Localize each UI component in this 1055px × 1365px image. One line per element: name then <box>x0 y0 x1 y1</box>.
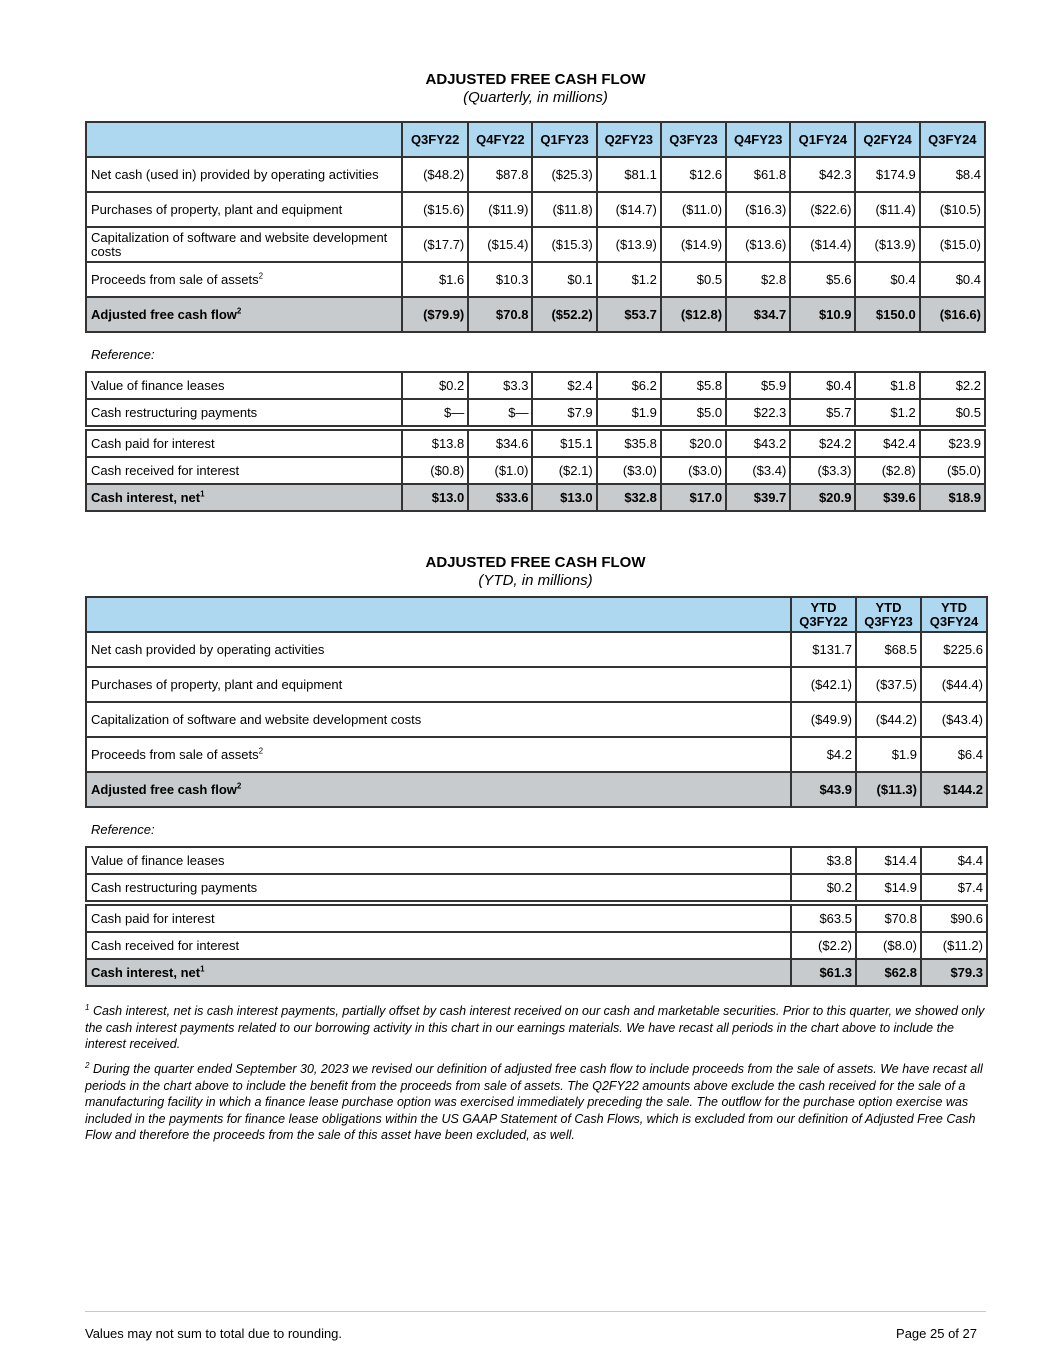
row-label-text: Cash paid for interest <box>91 911 215 926</box>
value-cell: ($11.0) <box>661 192 726 227</box>
value-cell: ($49.9) <box>791 702 856 737</box>
value-cell: $15.1 <box>532 430 596 457</box>
value-cell: $22.3 <box>726 399 790 426</box>
footer-divider <box>85 1311 986 1312</box>
quarterly-reference-label: Reference: <box>91 347 155 362</box>
table-row <box>86 227 985 262</box>
table-row <box>86 737 987 772</box>
value-cell: $131.7 <box>791 632 856 667</box>
footer-rounding-note: Values may not sum to total due to rounding. <box>85 1326 343 1341</box>
value-cell: $14.9 <box>856 874 921 901</box>
value-cell: ($43.4) <box>921 702 987 737</box>
value-cell: $17.0 <box>661 484 726 511</box>
footnote-1 <box>85 1003 990 1053</box>
row-label-text: Cash restructuring payments <box>91 880 258 895</box>
value-cell: ($37.5) <box>856 667 921 702</box>
value-cell: $3.3 <box>468 372 532 399</box>
column-header <box>856 597 921 632</box>
column-header: Q3FY23 <box>661 122 726 157</box>
ytd-reference-label: Reference: <box>91 822 155 837</box>
ytd-title-block <box>0 554 1055 590</box>
value-cell: $43.2 <box>726 430 790 457</box>
page-number: Page 25 of 27 <box>896 1326 977 1341</box>
value-cell: $144.2 <box>921 772 987 807</box>
value-cell: $13.0 <box>532 484 596 511</box>
value-cell: ($0.8) <box>402 457 468 484</box>
value-cell: ($14.9) <box>661 227 726 262</box>
row-label <box>86 905 791 932</box>
table-row <box>86 372 985 399</box>
table-row <box>86 905 987 932</box>
value-cell: ($42.1) <box>791 667 856 702</box>
column-header-line: Q3FY22 <box>799 613 848 629</box>
table-row <box>86 157 985 192</box>
row-label-text: Cash received for interest <box>91 463 240 478</box>
value-cell: $5.7 <box>790 399 855 426</box>
value-cell: ($3.0) <box>597 457 661 484</box>
value-cell: $8.4 <box>920 157 985 192</box>
value-cell: $33.6 <box>468 484 532 511</box>
value-cell: $0.1 <box>532 262 596 297</box>
row-label <box>86 484 402 511</box>
value-cell: $— <box>402 399 468 426</box>
value-cell: ($15.6) <box>402 192 468 227</box>
value-cell: ($3.3) <box>790 457 855 484</box>
value-cell: ($2.8) <box>855 457 919 484</box>
value-cell: $0.2 <box>791 874 856 901</box>
row-label <box>86 737 791 772</box>
quarterly-subtitle: (Quarterly, in millions) <box>463 89 608 106</box>
value-cell: $61.3 <box>791 959 856 986</box>
ytd-reference-table <box>85 846 988 987</box>
row-label <box>86 847 791 874</box>
column-header: Q2FY24 <box>855 122 919 157</box>
row-label-text: Purchases of property, plant and equipment <box>91 677 343 692</box>
ytd-title: ADJUSTED FREE CASH FLOW <box>425 554 646 571</box>
value-cell: $0.4 <box>790 372 855 399</box>
value-cell: $5.8 <box>661 372 726 399</box>
value-cell: $0.5 <box>661 262 726 297</box>
column-header-line: Q3FY23 <box>864 613 913 629</box>
value-cell: ($2.1) <box>532 457 596 484</box>
value-cell: $63.5 <box>791 905 856 932</box>
value-cell: ($13.9) <box>597 227 661 262</box>
footnote-marker: 2 <box>236 781 242 791</box>
value-cell: $225.6 <box>921 632 987 667</box>
ytd-cash-flow-table <box>85 596 988 808</box>
value-cell: $7.4 <box>921 874 987 901</box>
table-row <box>86 262 985 297</box>
footnote-marker: 1 <box>200 489 205 499</box>
quarterly-reference-table <box>85 371 986 512</box>
value-cell: $42.3 <box>790 157 855 192</box>
value-cell: $10.9 <box>790 297 855 332</box>
footnote-1-text: Cash interest, net is cash interest payments, partially offset by cash interest received on our cash and marketable securities. Prior to this quarter, we showed only the cash interest payments related to our borrowing activity in this chart in our earnings materials. We have recast all periods in the chart above to include the interest received. <box>85 1004 985 1051</box>
value-cell: $1.6 <box>402 262 468 297</box>
table-row <box>86 632 987 667</box>
row-label-text: Proceeds from sale of assets <box>91 747 259 762</box>
value-cell: $23.9 <box>920 430 985 457</box>
value-cell: $4.4 <box>921 847 987 874</box>
value-cell: $2.8 <box>726 262 790 297</box>
row-label <box>86 430 402 457</box>
value-cell: $1.2 <box>855 399 919 426</box>
value-cell: $— <box>468 399 532 426</box>
row-label <box>86 399 402 426</box>
value-cell: $39.6 <box>855 484 919 511</box>
value-cell: ($48.2) <box>402 157 468 192</box>
row-label <box>86 262 402 297</box>
footnote-2-marker: 2 <box>85 1060 90 1070</box>
value-cell: $10.3 <box>468 262 532 297</box>
value-cell: $35.8 <box>597 430 661 457</box>
value-cell: $20.0 <box>661 430 726 457</box>
row-label-text: Capitalization of software and website development costs <box>91 712 422 727</box>
ytd-subtitle: (YTD, in millions) <box>478 572 593 589</box>
table-row <box>86 667 987 702</box>
row-label-text: Purchases of property, plant and equipment <box>91 202 343 217</box>
footnote-2-text: During the quarter ended September 30, 2023 we revised our definition of adjusted free cash flow to include proceeds from the sale of assets. We have recast all periods in the chart above to include the benefit from the proceeds from sale of assets. The Q2FY22 amounts above exclude the cash received for the sale of a manufacturing facility in which a finance lease purchase option was exercised immediately preceding the sale. The outflow for the purchase option exercise was included in the payments for finance lease obligations within the US GAAP Statement of Cash Flows, which is excluded from our definition of Adjusted Free Cash Flow and therefore the proceeds from the sale of this asset have been excluded, as well. <box>85 1062 983 1142</box>
table-row <box>86 430 985 457</box>
value-cell: $12.6 <box>661 157 726 192</box>
value-cell: $5.6 <box>790 262 855 297</box>
row-label <box>86 959 791 986</box>
row-label-text: Cash paid for interest <box>91 436 215 451</box>
row-label-text: Capitalization of software and website development costs <box>91 229 388 259</box>
value-cell: ($16.3) <box>726 192 790 227</box>
value-cell: ($3.4) <box>726 457 790 484</box>
row-label-text: Cash interest, net <box>91 965 201 980</box>
table-row <box>86 847 987 874</box>
row-label <box>86 192 402 227</box>
value-cell: ($8.0) <box>856 932 921 959</box>
column-header-line: Q3FY24 <box>929 613 979 629</box>
value-cell: $1.8 <box>855 372 919 399</box>
value-cell: ($52.2) <box>532 297 596 332</box>
value-cell: ($16.6) <box>920 297 985 332</box>
value-cell: $70.8 <box>468 297 532 332</box>
row-label <box>86 667 791 702</box>
row-label-text: Net cash (used in) provided by operating activities <box>91 167 379 182</box>
value-cell: $32.8 <box>597 484 661 511</box>
value-cell: ($15.0) <box>920 227 985 262</box>
value-cell: $0.4 <box>855 262 919 297</box>
row-label <box>86 632 791 667</box>
footnote-1-marker: 1 <box>85 1002 90 1012</box>
column-header: Q2FY23 <box>597 122 661 157</box>
table-row <box>86 457 985 484</box>
value-cell: $70.8 <box>856 905 921 932</box>
value-cell: $13.8 <box>402 430 468 457</box>
value-cell: $13.0 <box>402 484 468 511</box>
value-cell: ($5.0) <box>920 457 985 484</box>
footnote-marker: 1 <box>200 964 205 974</box>
row-label <box>86 772 791 807</box>
value-cell: $6.4 <box>921 737 987 772</box>
value-cell: $18.9 <box>920 484 985 511</box>
table-row <box>86 702 987 737</box>
table-row <box>86 399 985 426</box>
table-row <box>86 192 985 227</box>
total-row <box>86 959 987 986</box>
quarterly-cash-flow-table <box>85 121 986 333</box>
value-cell: ($13.6) <box>726 227 790 262</box>
value-cell: ($14.7) <box>597 192 661 227</box>
value-cell: ($11.8) <box>532 192 596 227</box>
value-cell: $0.4 <box>920 262 985 297</box>
column-header <box>921 597 987 632</box>
header-blank <box>86 122 402 157</box>
total-row <box>86 297 985 332</box>
value-cell: $174.9 <box>855 157 919 192</box>
value-cell: ($13.9) <box>855 227 919 262</box>
footnote-marker: 2 <box>258 746 264 756</box>
value-cell: $6.2 <box>597 372 661 399</box>
value-cell: $1.2 <box>597 262 661 297</box>
header-blank <box>86 597 791 632</box>
total-row <box>86 484 985 511</box>
value-cell: $1.9 <box>856 737 921 772</box>
quarterly-title: ADJUSTED FREE CASH FLOW <box>425 71 646 88</box>
row-label-text: Cash received for interest <box>91 938 240 953</box>
total-row <box>86 772 987 807</box>
column-header: Q4FY23 <box>726 122 790 157</box>
value-cell: $14.4 <box>856 847 921 874</box>
column-header: Q3FY24 <box>920 122 985 157</box>
value-cell: $3.8 <box>791 847 856 874</box>
value-cell: $62.8 <box>856 959 921 986</box>
value-cell: $5.0 <box>661 399 726 426</box>
value-cell: ($11.4) <box>855 192 919 227</box>
value-cell: ($1.0) <box>468 457 532 484</box>
row-label <box>86 227 402 262</box>
row-label-text: Proceeds from sale of assets <box>91 272 259 287</box>
column-header-line: YTD <box>810 599 837 615</box>
row-label <box>86 874 791 901</box>
value-cell: $79.3 <box>921 959 987 986</box>
value-cell: $90.6 <box>921 905 987 932</box>
value-cell: ($15.3) <box>532 227 596 262</box>
column-header: Q3FY22 <box>402 122 468 157</box>
value-cell: $34.6 <box>468 430 532 457</box>
row-label-text: Value of finance leases <box>91 378 225 393</box>
column-header: Q1FY23 <box>532 122 596 157</box>
value-cell: $0.5 <box>920 399 985 426</box>
table-row <box>86 932 987 959</box>
column-header-line: YTD <box>941 599 967 615</box>
value-cell: ($79.9) <box>402 297 468 332</box>
value-cell: $61.8 <box>726 157 790 192</box>
value-cell: ($12.8) <box>661 297 726 332</box>
value-cell: ($2.2) <box>791 932 856 959</box>
value-cell: $39.7 <box>726 484 790 511</box>
value-cell: ($11.9) <box>468 192 532 227</box>
value-cell: ($44.4) <box>921 667 987 702</box>
table-row <box>86 874 987 901</box>
footnote-marker: 2 <box>258 271 264 281</box>
column-header: Q4FY22 <box>468 122 532 157</box>
row-label <box>86 932 791 959</box>
value-cell: $0.2 <box>402 372 468 399</box>
footnote-2 <box>85 1061 990 1144</box>
value-cell: $24.2 <box>790 430 855 457</box>
value-cell: $4.2 <box>791 737 856 772</box>
row-label-text: Adjusted free cash flow <box>91 307 237 322</box>
value-cell: ($25.3) <box>532 157 596 192</box>
column-header: Q1FY24 <box>790 122 855 157</box>
quarterly-title-block <box>0 71 1055 107</box>
footnote-marker: 2 <box>236 306 242 316</box>
value-cell: $81.1 <box>597 157 661 192</box>
row-label <box>86 702 791 737</box>
value-cell: $42.4 <box>855 430 919 457</box>
value-cell: $87.8 <box>468 157 532 192</box>
value-cell: $1.9 <box>597 399 661 426</box>
value-cell: ($22.6) <box>790 192 855 227</box>
value-cell: ($3.0) <box>661 457 726 484</box>
value-cell: $7.9 <box>532 399 596 426</box>
value-cell: $53.7 <box>597 297 661 332</box>
row-label <box>86 457 402 484</box>
value-cell: $2.4 <box>532 372 596 399</box>
value-cell: ($14.4) <box>790 227 855 262</box>
value-cell: $34.7 <box>726 297 790 332</box>
value-cell: ($15.4) <box>468 227 532 262</box>
value-cell: ($10.5) <box>920 192 985 227</box>
value-cell: ($11.3) <box>856 772 921 807</box>
value-cell: $68.5 <box>856 632 921 667</box>
value-cell: ($11.2) <box>921 932 987 959</box>
value-cell: $43.9 <box>791 772 856 807</box>
row-label <box>86 297 402 332</box>
value-cell: $5.9 <box>726 372 790 399</box>
row-label-text: Cash interest, net <box>91 490 201 505</box>
value-cell: $2.2 <box>920 372 985 399</box>
row-label-text: Cash restructuring payments <box>91 405 258 420</box>
value-cell: $20.9 <box>790 484 855 511</box>
row-label <box>86 372 402 399</box>
row-label-text: Net cash provided by operating activities <box>91 642 325 657</box>
column-header <box>791 597 856 632</box>
row-label-text: Value of finance leases <box>91 853 225 868</box>
value-cell: ($44.2) <box>856 702 921 737</box>
value-cell: $150.0 <box>855 297 919 332</box>
row-label-text: Adjusted free cash flow <box>91 782 237 797</box>
column-header-line: YTD <box>875 599 902 615</box>
value-cell: ($17.7) <box>402 227 468 262</box>
row-label <box>86 157 402 192</box>
